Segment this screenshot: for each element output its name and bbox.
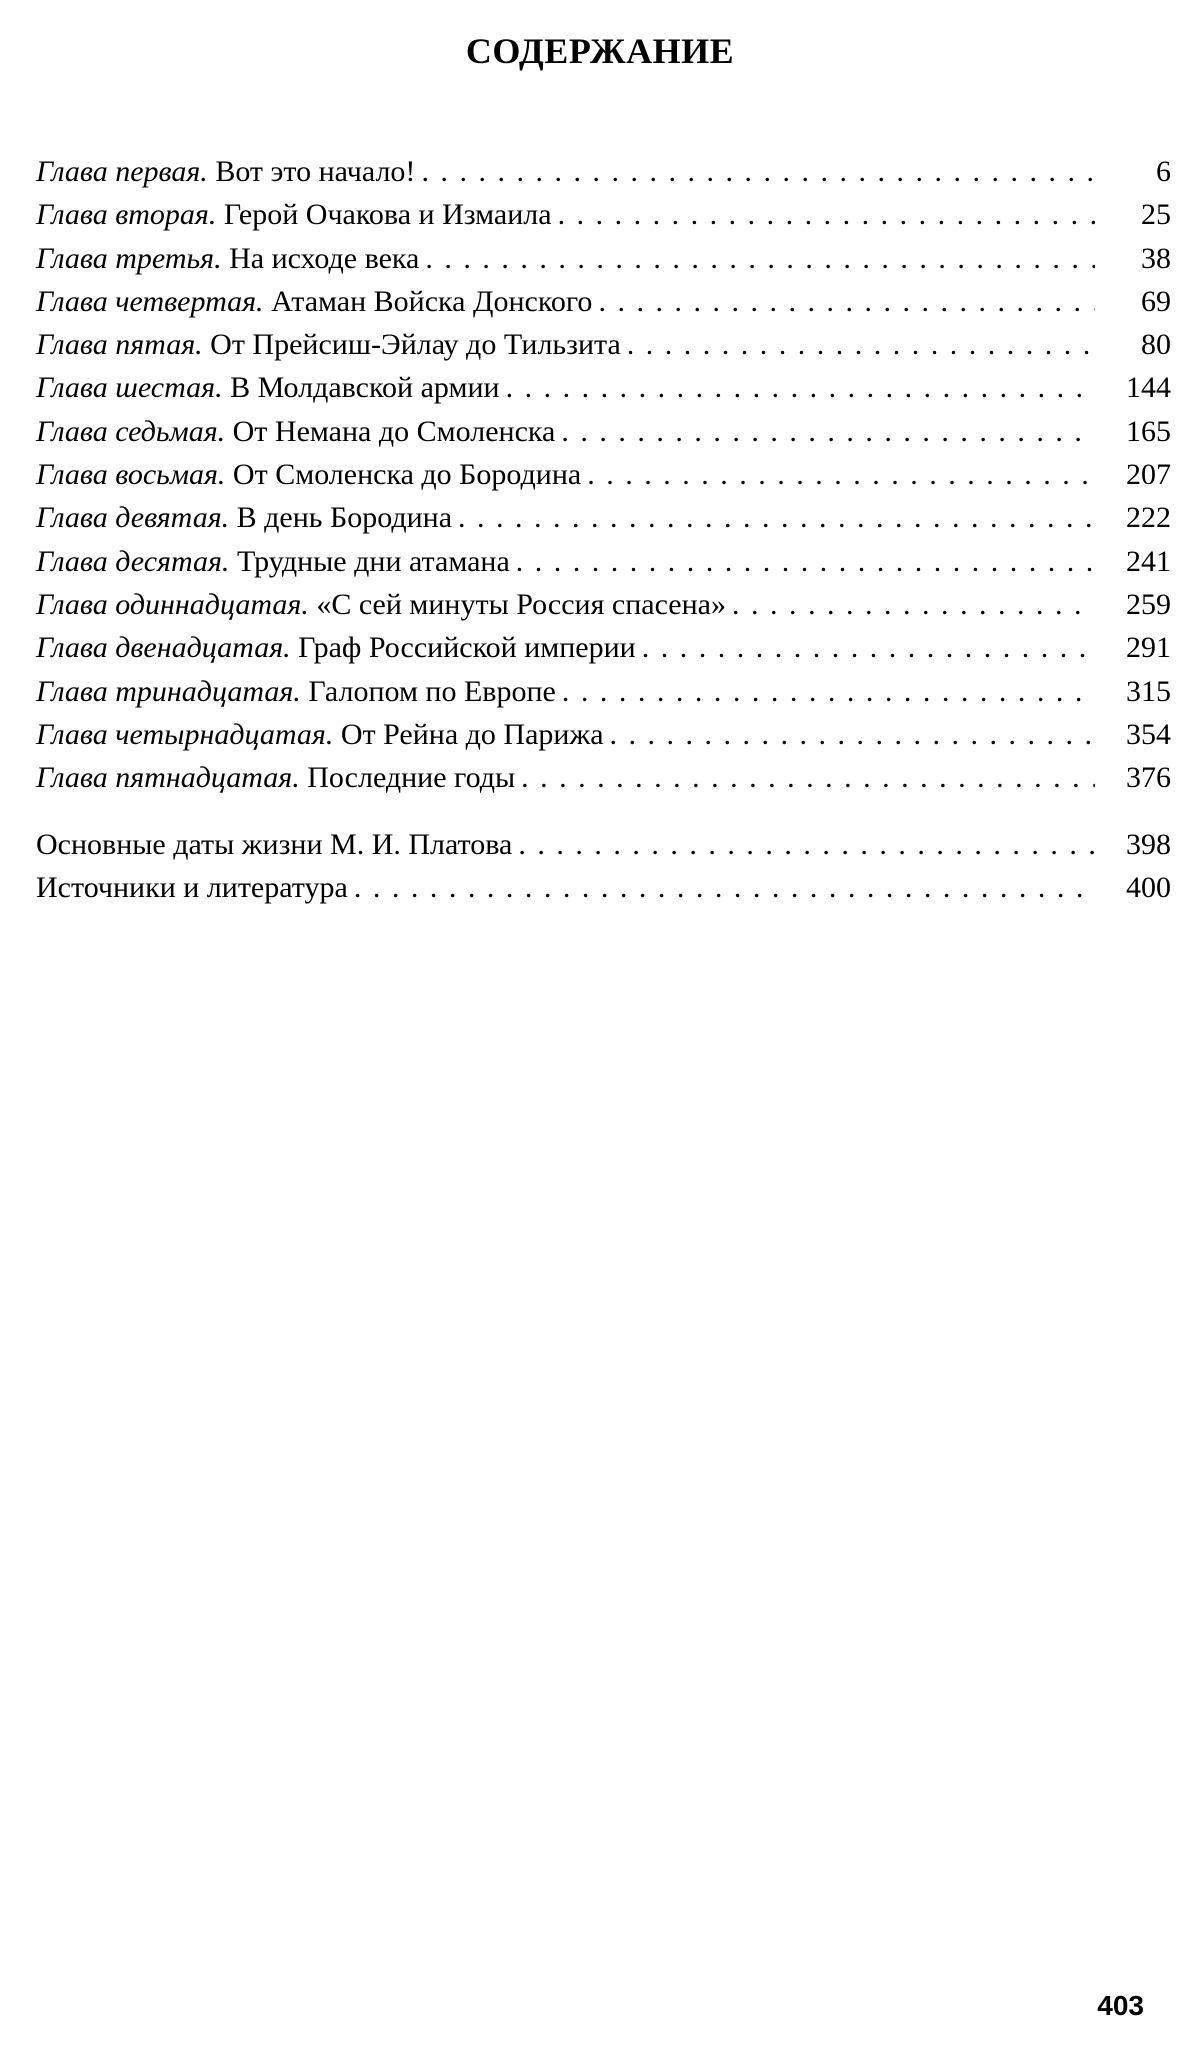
chapter-label: Глава десятая. [36, 544, 230, 578]
toc-row-chapter-3[interactable] [36, 237, 1171, 280]
dot-leader [642, 626, 1095, 669]
toc-row-chapter-15[interactable] [36, 756, 1171, 799]
chapter-label: Глава тринадцатая. [36, 674, 301, 708]
dot-leader [516, 540, 1095, 583]
chapter-title: «С сей минуты Россия спасена» [308, 587, 726, 621]
chapter-title: От Немана до Смоленска [225, 414, 556, 448]
page-number: 165 [1126, 414, 1171, 448]
page-number: 259 [1126, 587, 1171, 621]
dot-leader [561, 410, 1095, 453]
chapter-title: Последние годы [299, 761, 516, 795]
chapter-title: От Смоленска до Бородина [225, 458, 582, 492]
page-number: 398 [1126, 828, 1171, 861]
page-number: 6 [1156, 155, 1171, 188]
toc-row-chapter-1[interactable] [36, 150, 1171, 193]
toc-row-chapter-5[interactable] [36, 323, 1171, 366]
page-number: 69 [1141, 284, 1171, 318]
chapter-label: Глава третья. [36, 241, 222, 275]
chapter-label: Глава восьмая. [36, 458, 226, 492]
chapter-label: Глава девятая. [36, 501, 230, 535]
chapter-title: От Рейна до Парижа [333, 717, 604, 751]
chapter-title: Трудные дни атамана [229, 544, 510, 578]
dot-leader [732, 583, 1095, 626]
dot-leader [562, 670, 1095, 713]
toc-row-chapter-13[interactable] [36, 670, 1171, 713]
chapter-title: Вот это начало! [207, 155, 416, 188]
page-number: 80 [1141, 328, 1171, 362]
dot-leader [521, 756, 1095, 799]
chapter-title: Герой Очакова и Измаила [216, 198, 552, 232]
chapter-label: Глава четырнадцатая. [36, 717, 334, 751]
page-number: 222 [1126, 501, 1171, 535]
page-number: 241 [1126, 544, 1171, 578]
page-number: 38 [1141, 241, 1171, 275]
chapter-label: Глава пятая. [36, 328, 203, 362]
dot-leader [506, 366, 1095, 409]
toc-row-chapter-14[interactable] [36, 713, 1171, 756]
dot-leader [458, 496, 1095, 539]
chapter-label: Глава четвертая. [36, 284, 264, 318]
page-number: 144 [1126, 371, 1171, 405]
dot-leader [587, 453, 1095, 496]
toc-row-chapter-7[interactable] [36, 410, 1171, 453]
chapter-title: Атаман Войска Донского [263, 284, 593, 318]
page-number: 354 [1126, 717, 1171, 751]
chapter-label: Глава одиннадцатая. [36, 587, 309, 621]
dot-leader [598, 280, 1095, 323]
toc-row-chapter-4[interactable] [36, 280, 1171, 323]
page-number: 207 [1126, 458, 1171, 492]
chapter-title: На исходе века [221, 241, 420, 275]
appendix-list [36, 823, 1171, 910]
chapter-title: Галопом по Европе [300, 674, 556, 708]
chapter-label: Глава вторая. [36, 198, 217, 232]
toc-row-chapter-9[interactable] [36, 496, 1171, 539]
dot-leader [610, 713, 1095, 756]
chapter-title: В Молдавской армии [222, 371, 500, 405]
toc-row-chapter-10[interactable] [36, 540, 1171, 583]
page-number: 291 [1126, 631, 1171, 665]
toc-row-chronology[interactable] [36, 823, 1171, 866]
dot-leader [518, 823, 1095, 866]
dot-leader [627, 323, 1095, 366]
chapter-title: В день Бородина [229, 501, 453, 535]
chapter-list [36, 150, 1171, 799]
chapter-label: Глава первая. [36, 155, 208, 188]
dot-leader [354, 866, 1095, 909]
toc-row-chapter-6[interactable] [36, 366, 1171, 409]
chapter-label: Глава двенадцатая. [36, 631, 291, 665]
toc-row-chapter-12[interactable] [36, 626, 1171, 669]
page-number: 25 [1141, 198, 1171, 232]
chapter-label: Глава пятнадцатая. [36, 761, 300, 795]
chapter-label: Глава шестая. [36, 371, 223, 405]
page-title: СОДЕРЖАНИЕ [465, 31, 735, 71]
toc-row-chapter-8[interactable] [36, 453, 1171, 496]
chapter-title: Граф Российской империи [290, 631, 636, 665]
dot-leader [421, 150, 1095, 193]
page-folio: 403 [1097, 1990, 1144, 2021]
toc-row-chapter-2[interactable] [36, 193, 1171, 236]
page-number: 400 [1126, 871, 1171, 905]
toc-row-sources[interactable] [36, 866, 1171, 909]
chapter-title: От Прейсиш-Эйлау до Тильзита [202, 328, 621, 362]
page-number: 376 [1126, 761, 1171, 795]
dot-leader [558, 193, 1095, 236]
dot-leader [425, 237, 1095, 280]
page-number: 315 [1126, 674, 1171, 708]
chapter-label: Глава седьмая. [36, 414, 226, 448]
appendix-title: Источники и литература [36, 871, 348, 905]
toc-row-chapter-11[interactable] [36, 583, 1171, 626]
appendix-title: Основные даты жизни М. И. Платова [36, 828, 513, 861]
